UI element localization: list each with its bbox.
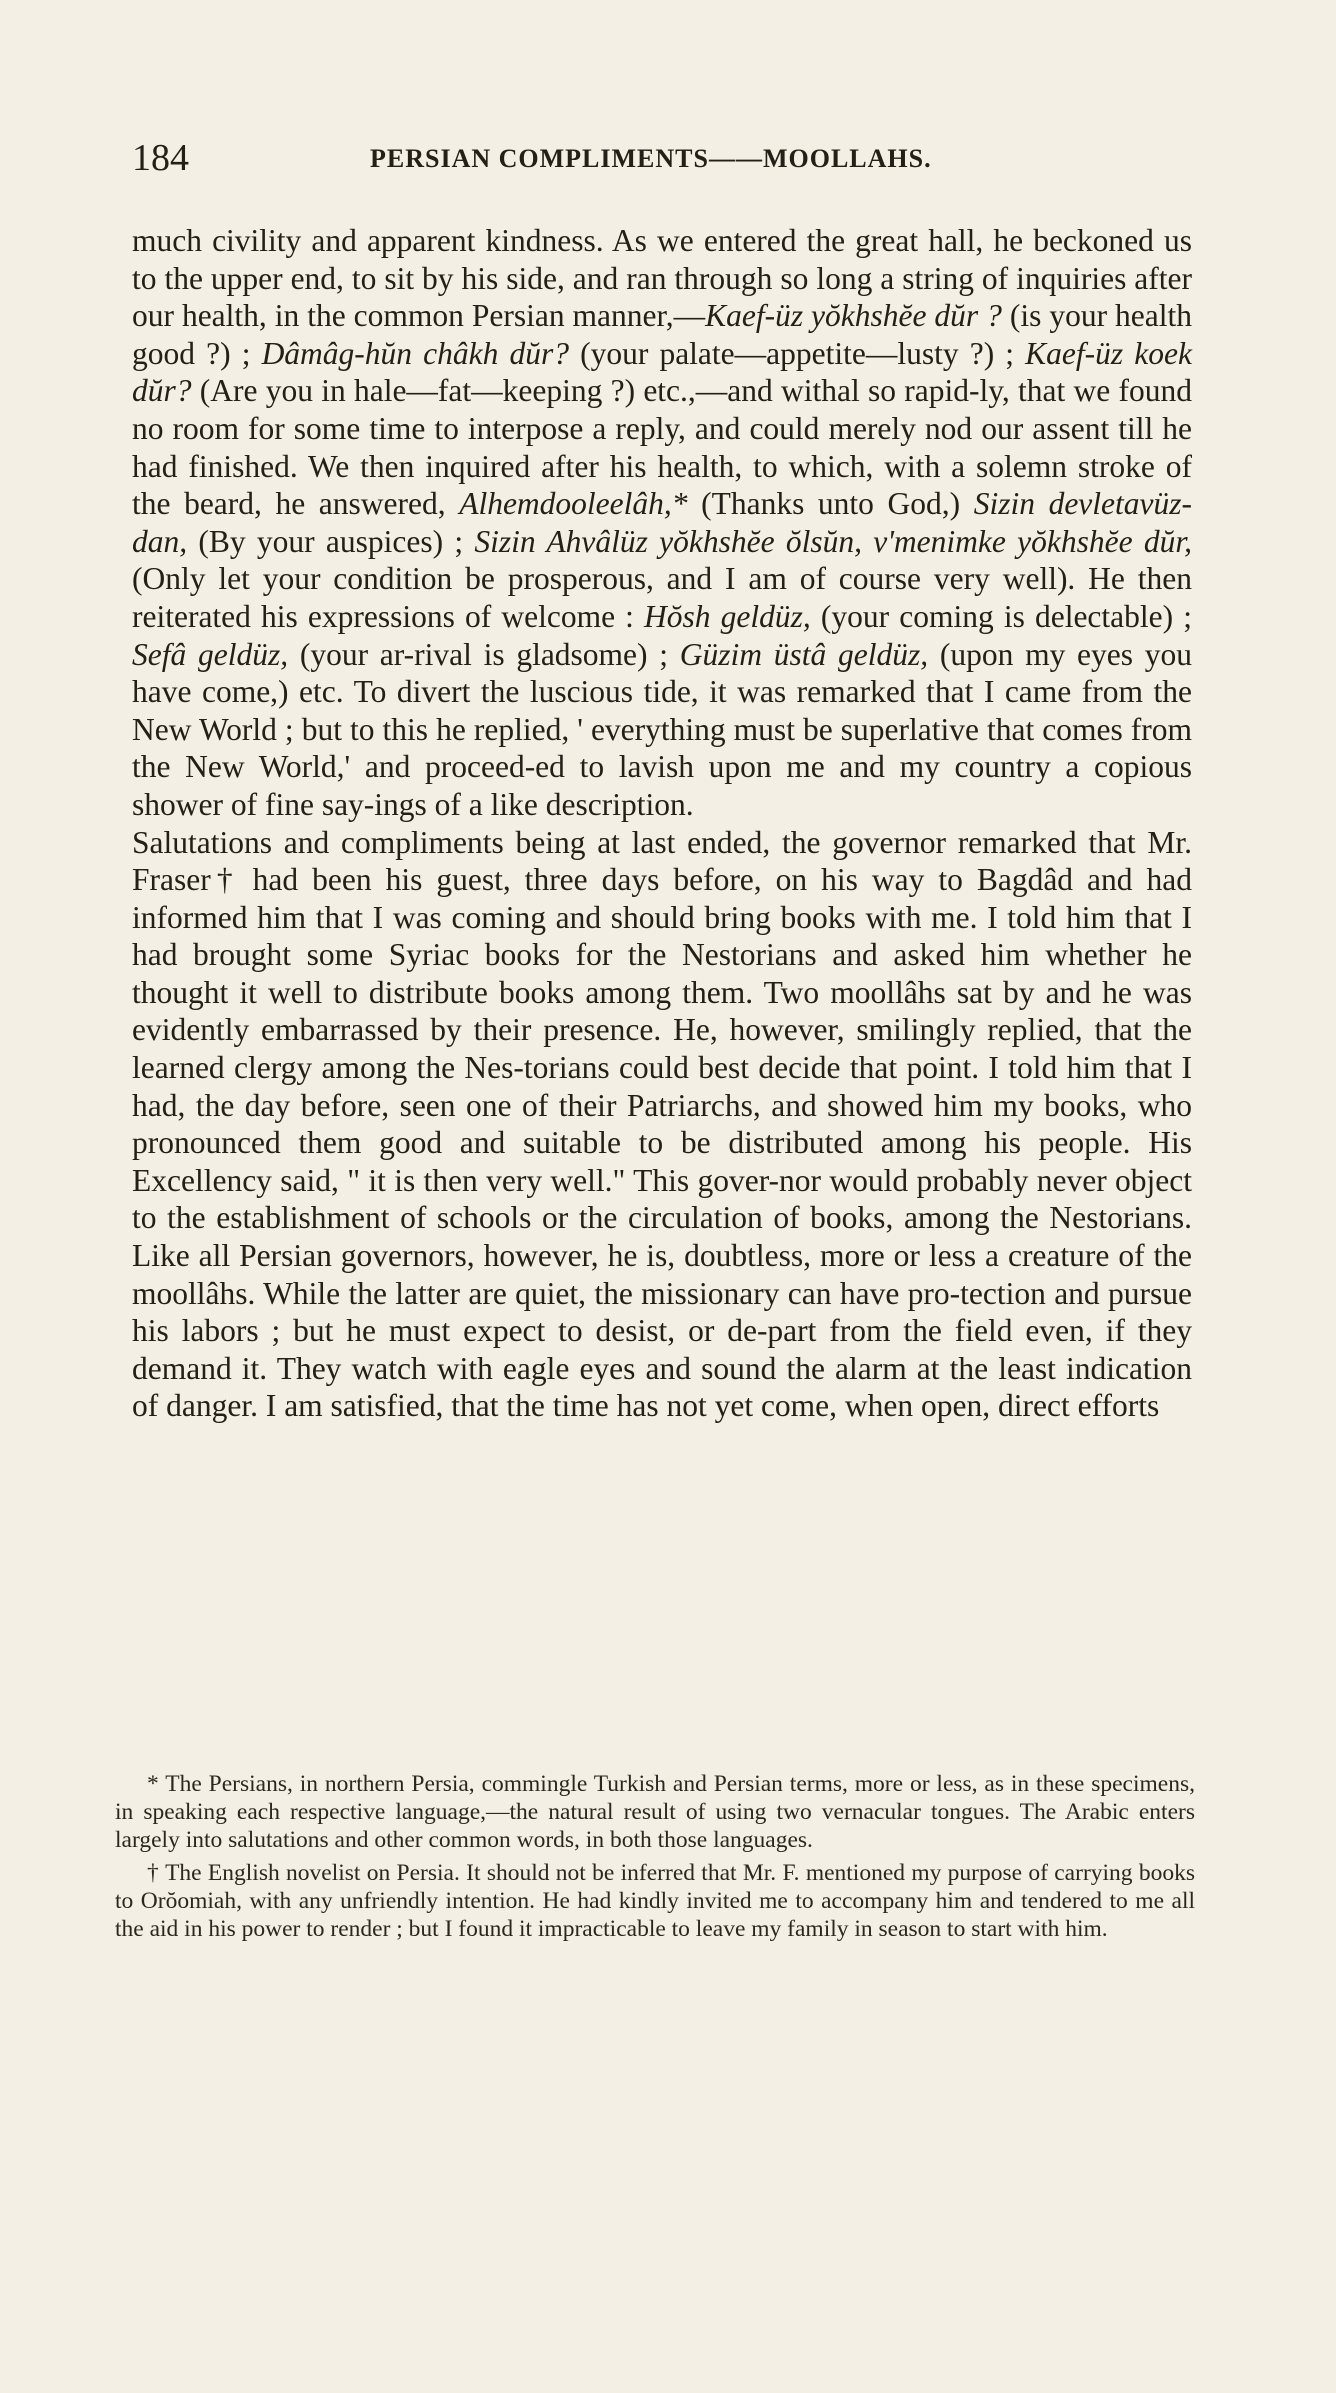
page-header bbox=[132, 138, 1192, 178]
paragraph-1: much civility and apparent kindness. As we entered the great hall, he beckoned us to the upper end, to sit by his side, and ran through so long a string of inquiries after our health, in the common Persian manner,—Kaef-üz yŏkhshĕe dŭr ? (is your health good ?) ; Dâmâg-hŭn châkh dŭr? (your palate—appetite—lusty ?) ; Kaef-üz koek dŭr? (Are you in hale—fat—keeping ?) etc.,—and withal so rapid-ly, that we found no room for some time to interpose a reply, and could merely nod our assent till he had finished. We then inquired after his health, to which, with a solemn stroke of the beard, he answered, Alhemdooleelâh,* (Thanks unto God,) Sizin devletavüz-dan, (By your auspices) ; Sizin Ahvâlüz yŏkhshĕe ŏlsŭn, v'menimke yŏkhshĕe dŭr, (Only let your condition be prosperous, and I am of course very well). He then reiterated his expressions of welcome : Hŏsh geldüz, (your coming is delectable) ; Sefâ geldüz, (your ar-rival is gladsome) ; Güzim üstâ geldüz, (upon my eyes you have come,) etc. To divert the luscious tide, it was remarked that I came from the New World ; but to this he replied, ' everything must be superlative that comes from the New World,' and proceed-ed to lavish upon me and my country a copious shower of fine say-ings of a like description. bbox=[132, 223, 1192, 822]
body-text bbox=[132, 222, 1192, 1425]
paragraph-2: Salutations and compliments being at last ended, the governor remarked that Mr. Fraser† had been his guest, three days before, on his way to Bagdâd and had informed him that I was coming and should bring books with me. I told him that I had brought some Syriac books for the Nestorians and asked him whether he thought it well to distribute books among them. Two moollâhs sat by and he was evidently embarrassed by their presence. He, however, smilingly replied, that the learned clergy among the Nes-torians could best decide that point. I told him that I had, the day before, seen one of their Patriarchs, and showed him my books, who pronounced them good and suitable to be distributed among his people. His Excellency said, " it is then very well." This gover-nor would probably never object to the establishment of schools or the circulation of books, among the Nestorians. Like all Persian governors, however, he is, doubtless, more or less a creature of the moollâhs. While the latter are quiet, the missionary can have pro-tection and pursue his labors ; but he must expect to desist, or de-part from the field even, if they demand it. They watch with eagle eyes and sound the alarm at the least indication of danger. I am satisfied, that the time has not yet come, when open, direct efforts bbox=[132, 824, 1192, 1424]
footnote-2: † The English novelist on Persia. It should not be inferred that Mr. F. mentioned my purpose of carrying books to Orŏomiah, with any unfriendly intention. He had kindly invited me to accompany him and tendered to me all the aid in his power to render ; but I found it impracticable to leave my family in season to start with him. bbox=[115, 1859, 1195, 1943]
running-head: PERSIAN COMPLIMENTS——MOOLLAHS. bbox=[370, 144, 932, 173]
page-number: 184 bbox=[132, 137, 189, 179]
footnote-1: * The Persians, in northern Persia, commingle Turkish and Persian terms, more or less, as in these specimens, in speaking each respective language,—the natural result of using two vernacular tongues. The Arabic enters largely into salutations and other common words, in both those languages. bbox=[115, 1771, 1195, 1854]
footnotes bbox=[115, 1770, 1195, 1943]
